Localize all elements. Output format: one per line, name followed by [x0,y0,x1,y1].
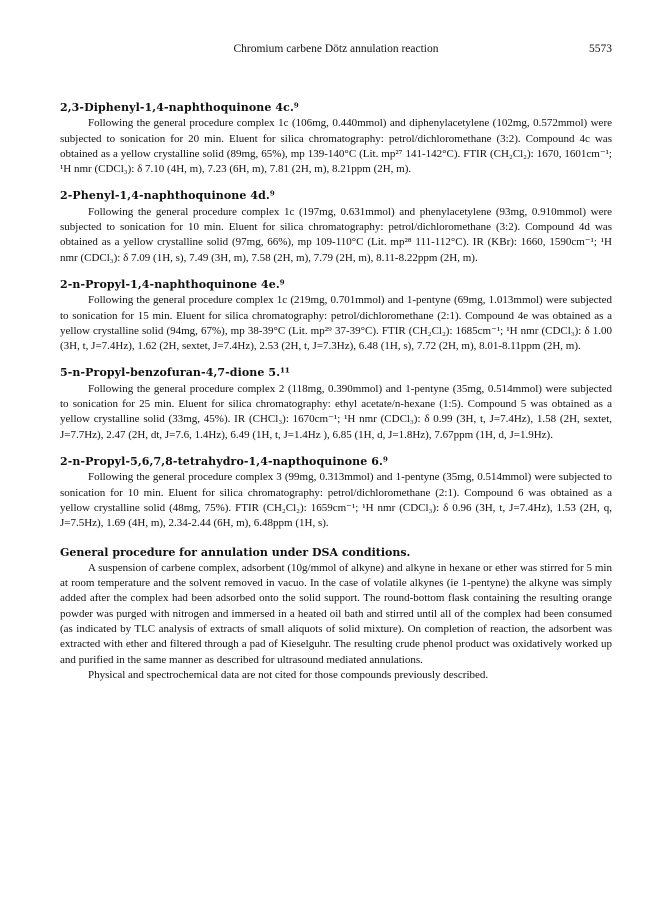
compound-procedure: Following the general procedure complex 1c (106mg, 0.440mmol) and diphenylacetylene (102mg, 0.572mmol) were subjected to sonication for 20 min. Eluent for silica chromatography: petrol/dichloromethane (3:2). Compound 4c was obtained as a yellow crystalline solid (89mg, 65%), mp 139-140°C (Lit. mp²⁷ 141-142°C). FTIR (CH₂Cl₂): 1670, 1601cm⁻¹; ¹H nmr (CDCl₃): δ 7.10 (4H, m), 7.23 (6H, m), 7.81 (2H, m), 8.21ppm (2H, m). [60,117,612,176]
compound-entry-4e [60,277,612,354]
compound-heading: 2-Phenyl-1,4-naphthoquinone 4d.⁹ [60,189,275,203]
compound-heading: 2,3-Diphenyl-1,4-naphthoquinone 4c.⁹ [60,101,299,114]
compound-procedure: Following the general procedure complex 3 (99mg, 0.313mmol) and 1-pentyne (35mg, 0.514mmol) were subjected to sonication for 10 min. Eluent for silica chromatography: petrol/dichloromethane (2:1). Compound 6 was obtained as a yellow crystalline solid (48mg, 75%). FTIR (CH₂Cl₂): 1659cm⁻¹; ¹H nmr (CDCl₃): δ 0.96 (3H, t, J=7.4Hz), 1.53 (2H, q, J=7.5Hz), 1.69 (4H, m), 2.34-2.44 (6H, m), 6.48ppm (1H, s). [60,471,612,530]
compound-entry-6 [60,454,612,531]
compound-entry-5 [60,365,612,442]
general-procedure-paragraph: A suspension of carbene complex, adsorbent (10g/mmol of alkyne) and alkyne in hexane or ether was stirred for 5 min at room temperature and the solvent removed in vacuo. In the case of volatile alkynes (ie 1-pentyne) the alkyne was simply added after the complex had been adsorbed onto the solid support. The round-bottom flask containing the resulting orange powder was purged with nitrogen and immersed in a heated oil bath and stirred until all of the complex had been consumed (as indicated by TLC analysis of extracts of small aliquots of solid mixture). On completion of reaction, the adsorbent was extracted with ether and filtered through a pad of Kieselguhr. The resulting crude phenol product was oxidatively worked up and purified in the same manner as described for ultrasound mediated annulations. [60,561,612,666]
compound-entry-4d [60,188,612,265]
running-header [60,43,612,59]
general-procedure-section [60,545,612,683]
general-procedure-heading: General procedure for annulation under DSA conditions. [60,546,411,560]
general-procedure-note: Physical and spectrochemical data are not cited for those compounds previously described. [88,668,489,681]
compound-entry-4c [60,100,612,177]
page-number: 5573 [589,43,612,55]
compound-procedure: Following the general procedure complex 1c (197mg, 0.631mmol) and phenylacetylene (93mg, 0.910mmol) were subjected to sonication for 10 min. Eluent for silica chromatography: petrol/dichloromethane (3:2). Compound 4d was obtained as a yellow crystalline solid (97mg, 66%), mp 109-110°C (Lit. mp²⁸ 111-112°C). IR (KBr): 1660, 1590cm⁻¹; ¹H nmr (CDCl₃): δ 7.09 (1H, s), 7.49 (3H, m), 7.58 (2H, m), 7.79 (2H, m), 8.11-8.22ppm (2H, m). [60,205,612,264]
general-procedure-text [60,561,612,683]
compound-heading: 2-n-Propyl-5,6,7,8-tetrahydro-1,4-napthoquinone 6.⁹ [60,454,388,468]
compound-procedure: Following the general procedure complex 1c (219mg, 0.701mmol) and 1-pentyne (69mg, 1.013mmol) were subjected to sonication for 15 min. Eluent for silica chromatography: petrol/dichloromethane (2:1). Compound 4e was obtained as a yellow crystalline solid (94mg, 67%), mp 38-39°C (Lit. mp²⁹ 37-39°C). FTIR (CH₂Cl₂): 1685cm⁻¹; ¹H nmr (CDCl₃): δ 1.00 (3H, t, J=7.4Hz), 1.62 (2H, sextet, J=7.4Hz), 2.53 (2H, t, J=7.3Hz), 6.48 (1H, s), 7.72 (2H, m), 8.01-8.11ppm (2H, m). [60,294,612,353]
compound-heading: 2-n-Propyl-1,4-naphthoquinone 4e.⁹ [60,277,285,291]
page-content [60,100,612,694]
running-title: Chromium carbene Dötz annulation reaction [233,43,439,55]
compound-heading: 5-n-Propyl-benzofuran-4,7-dione 5.¹¹ [60,366,290,380]
compound-procedure: Following the general procedure complex 2 (118mg, 0.390mmol) and 1-pentyne (35mg, 0.514mmol) were subjected to sonication for 25 min. Eluent for silica chromatography: ethyl acetate/n-hexane (1:5). Compound 5 was obtained as a yellow crystalline solid (33mg, 45%). IR (CHCl₃): 1670cm⁻¹; ¹H nmr (CDCl₃): δ 0.99 (3H, t, J=7.4Hz), 1.58 (2H, sextet, J=7.7Hz), 2.47 (2H, dt, J=7.6, 1.4Hz), 6.49 (1H, t, J=1.4Hz ), 6.85 (1H, d, J=1.8Hz), 7.67ppm (1H, d, J=1.9Hz). [60,382,612,441]
